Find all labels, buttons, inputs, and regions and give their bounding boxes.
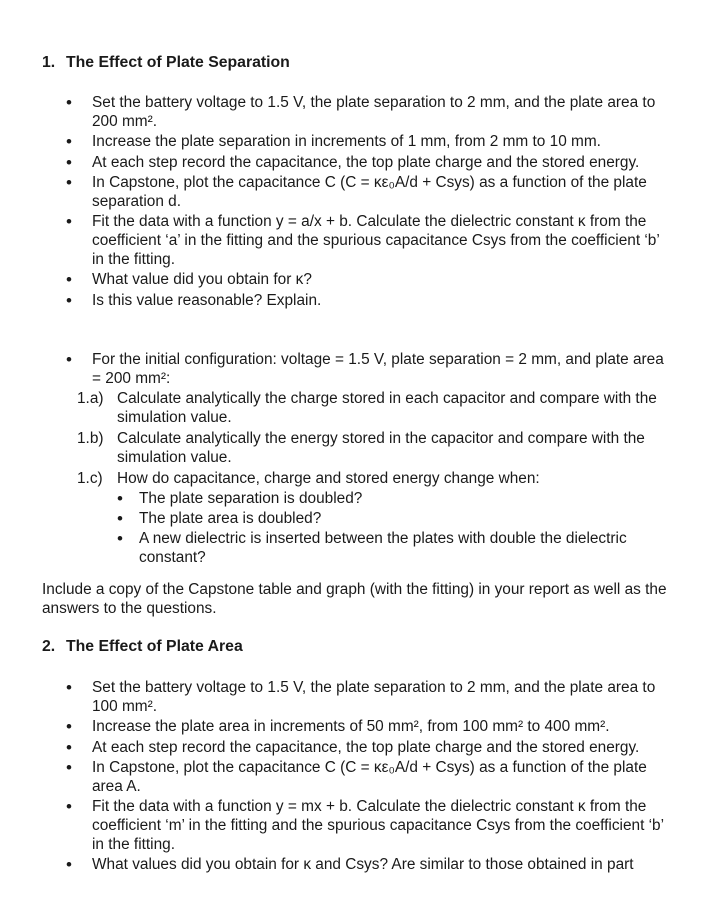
section-2-number: 2. xyxy=(42,638,56,655)
list-item: • A new dielectric is inserted between the plates with double the dielectric constant? xyxy=(77,529,671,567)
initial-config-list xyxy=(0,350,707,568)
list-item: • Set the battery voltage to 1.5 V, the plate separation to 2 mm, and the plate area to 100 mm². xyxy=(0,678,707,716)
list-item: • Fit the data with a function y = mx + b. Calculate the dielectric constant κ from the coefficient ‘m’ in the fitting and the spurious capacitance Csys from the coefficient ‘b’ in the fitting. xyxy=(0,797,707,854)
section-1-number: 1. xyxy=(42,54,56,71)
section-2-heading xyxy=(42,637,243,656)
section-1-bullet-list xyxy=(0,93,707,311)
section-2-title: The Effect of Plate Area xyxy=(66,638,243,655)
list-item: • What values did you obtain for κ and Csys? Are similar to those obtained in part xyxy=(0,855,707,874)
list-item: • At each step record the capacitance, the top plate charge and the stored energy. xyxy=(0,153,707,172)
question-1b xyxy=(77,429,671,467)
initial-config-text: • For the initial configuration: voltage = 1.5 V, plate separation = 2 mm, and plate area = 200 mm²: xyxy=(92,351,664,387)
question-label: 1.a) xyxy=(77,390,104,407)
list-item: • Fit the data with a function y = a/x + b. Calculate the dielectric constant κ from the coefficient ‘a’ in the fitting and the spurious capacitance Csys from the coefficient ‘b’ in the fitting. xyxy=(0,212,707,269)
include-note: Include a copy of the Capstone table and graph (with the fitting) in your report as well as the answers to the questions. xyxy=(42,581,667,617)
list-item: • The plate area is doubled? xyxy=(77,509,671,528)
list-item: • In Capstone, plot the capacitance C (C = κε₀A/d + Csys) as a function of the plate separation d. xyxy=(0,173,707,211)
question-1a xyxy=(77,389,671,427)
list-item: • Increase the plate area in increments of 50 mm², from 100 mm² to 400 mm². xyxy=(0,717,707,736)
list-item: • In Capstone, plot the capacitance C (C = κε₀A/d + Csys) as a function of the plate area A. xyxy=(0,758,707,796)
list-item: • Increase the plate separation in increments of 1 mm, from 2 mm to 10 mm. xyxy=(0,132,707,151)
list-item: • Is this value reasonable? Explain. xyxy=(0,291,707,310)
list-item: • What value did you obtain for κ? xyxy=(0,270,707,289)
question-label: 1.c) xyxy=(77,470,103,487)
change-list xyxy=(77,489,671,567)
section-1-heading xyxy=(42,53,290,72)
list-item: • The plate separation is doubled? xyxy=(77,489,671,508)
section-2-bullet-list xyxy=(0,678,707,876)
question-text: Calculate analytically the energy stored in the capacitor and compare with the simulation value. xyxy=(117,430,645,466)
list-item: • Set the battery voltage to 1.5 V, the plate separation to 2 mm, and the plate area to 200 mm². xyxy=(0,93,707,131)
list-item xyxy=(0,350,707,567)
section-1-title: The Effect of Plate Separation xyxy=(66,54,290,71)
list-item: • At each step record the capacitance, the top plate charge and the stored energy. xyxy=(0,738,707,757)
question-1c xyxy=(77,469,671,567)
question-text: How do capacitance, charge and stored energy change when: xyxy=(117,470,540,487)
question-label: 1.b) xyxy=(77,430,104,447)
question-text: Calculate analytically the charge stored in each capacitor and compare with the simulation value. xyxy=(117,390,657,426)
